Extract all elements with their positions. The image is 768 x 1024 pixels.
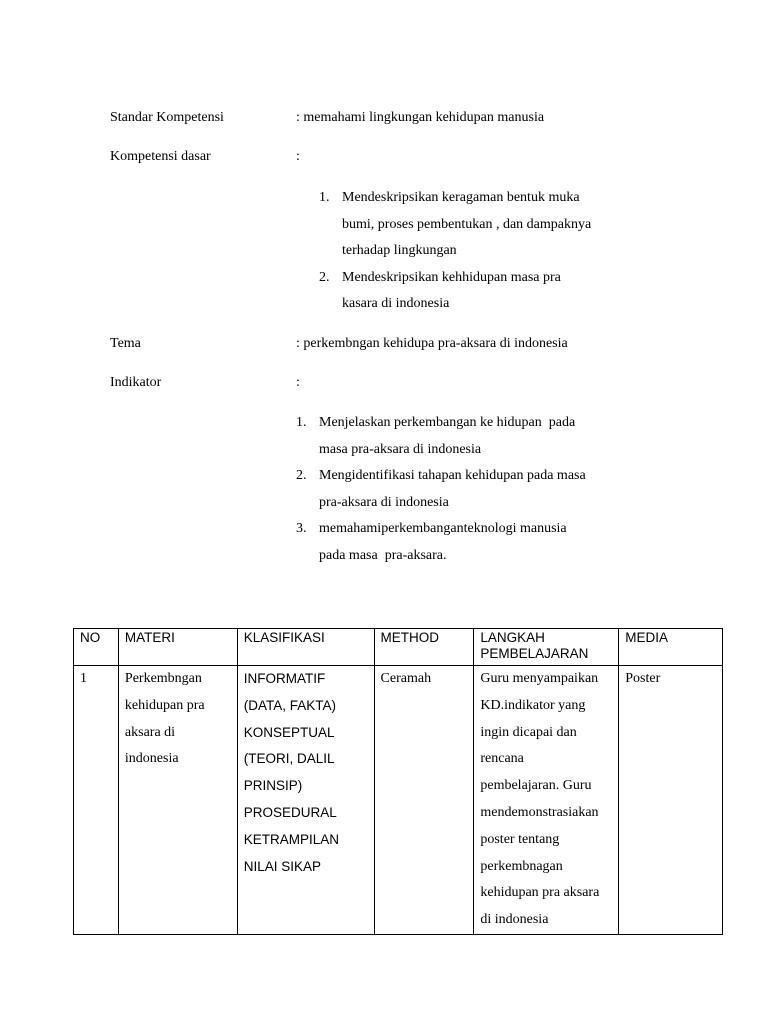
list-number: 2. — [296, 468, 307, 483]
cell-line: KONSEPTUAL — [243, 724, 335, 740]
header-langkah-pembelajaran: LANGKAH PEMBELAJARAN — [474, 629, 619, 666]
cell-no: 1 — [74, 666, 119, 935]
table-header-row — [74, 629, 723, 666]
list-number: 2. — [319, 269, 330, 285]
header-media: MEDIA — [619, 629, 723, 666]
indikator-list — [296, 410, 586, 569]
cell-line: KD.indikator yang — [480, 697, 586, 713]
list-line: Mendeskripsikan kehhidupan masa pra — [342, 269, 561, 285]
lesson-plan-table — [73, 628, 723, 935]
list-line: masa pra-aksara di indonesia — [319, 441, 482, 457]
cell-method: Ceramah — [374, 666, 474, 935]
standar-kompetensi-label: Standar Kompetensi — [110, 110, 224, 125]
cell-line: NILAI SIKAP — [243, 858, 322, 874]
list-item — [319, 265, 591, 318]
cell-media: Poster — [619, 666, 723, 935]
list-line: Mendeskripsikan keragaman bentuk muka — [342, 190, 580, 205]
list-item — [296, 516, 586, 569]
header-klasifikasi: KLASIFIKASI — [237, 629, 374, 666]
tema-value: : perkembngan kehidupa pra-aksara di indonesia — [296, 336, 568, 351]
header-materi: MATERI — [118, 629, 237, 666]
cell-line: kehidupan pra — [124, 697, 205, 713]
list-item — [296, 463, 586, 516]
cell-line: PROSEDURAL — [243, 804, 337, 820]
list-line: Menjelaskan perkembangan ke hidupan pada — [319, 415, 576, 430]
list-number: 3. — [296, 521, 307, 536]
cell-line: KETRAMPILAN — [243, 831, 340, 847]
list-line: bumi, proses pembentukan , dan dampaknya — [342, 216, 592, 232]
header-no: NO — [74, 629, 119, 666]
list-number: 1. — [319, 190, 330, 205]
list-number: 1. — [296, 415, 307, 430]
cell-line: di indonesia — [480, 912, 549, 928]
header-method: METHOD — [374, 629, 474, 666]
standar-kompetensi-value: : memahami lingkungan kehidupan manusia — [296, 110, 545, 125]
tema-label: Tema — [110, 336, 141, 351]
cell-klasifikasi — [237, 666, 374, 935]
cell-line: pembelajaran. Guru — [480, 778, 592, 794]
cell-line: ingin dicapai dan — [480, 724, 577, 740]
list-line: Mengidentifikasi tahapan kehidupan pada masa — [319, 468, 586, 483]
cell-line: indonesia — [124, 751, 179, 767]
cell-line: aksara di — [124, 724, 176, 740]
indikator-colon: : — [296, 375, 300, 390]
list-item — [319, 185, 592, 265]
kompetensi-dasar-label: Kompetensi dasar — [110, 149, 211, 164]
list-line: kasara di indonesia — [342, 296, 450, 311]
cell-line: perkembnagan — [480, 858, 563, 874]
cell-line: INFORMATIF — [243, 671, 326, 686]
list-line: memahamiperkembanganteknologi manusia — [319, 521, 567, 536]
table-row — [74, 666, 723, 935]
cell-materi — [118, 666, 237, 935]
cell-line: (TEORI, DALIL — [243, 751, 335, 767]
list-line: terhadap lingkungan — [342, 243, 457, 258]
kompetensi-dasar-list — [319, 185, 592, 318]
cell-line: rencana — [480, 751, 524, 767]
cell-line: PRINSIP) — [243, 778, 303, 794]
cell-langkah — [474, 666, 619, 935]
list-line: pra-aksara di indonesia — [319, 494, 449, 510]
cell-line: poster tentang — [480, 831, 560, 847]
list-line: pada masa pra-aksara. — [319, 547, 447, 563]
cell-line: mendemonstrasiakan — [480, 804, 599, 820]
cell-line: kehidupan pra aksara — [480, 885, 600, 901]
indikator-label: Indikator — [110, 375, 162, 390]
kompetensi-dasar-colon: : — [296, 149, 300, 164]
cell-line: (DATA, FAKTA) — [243, 697, 336, 713]
cell-line: Perkembngan — [124, 671, 202, 686]
list-item — [296, 410, 586, 463]
cell-line: Guru menyampaikan — [480, 671, 599, 686]
